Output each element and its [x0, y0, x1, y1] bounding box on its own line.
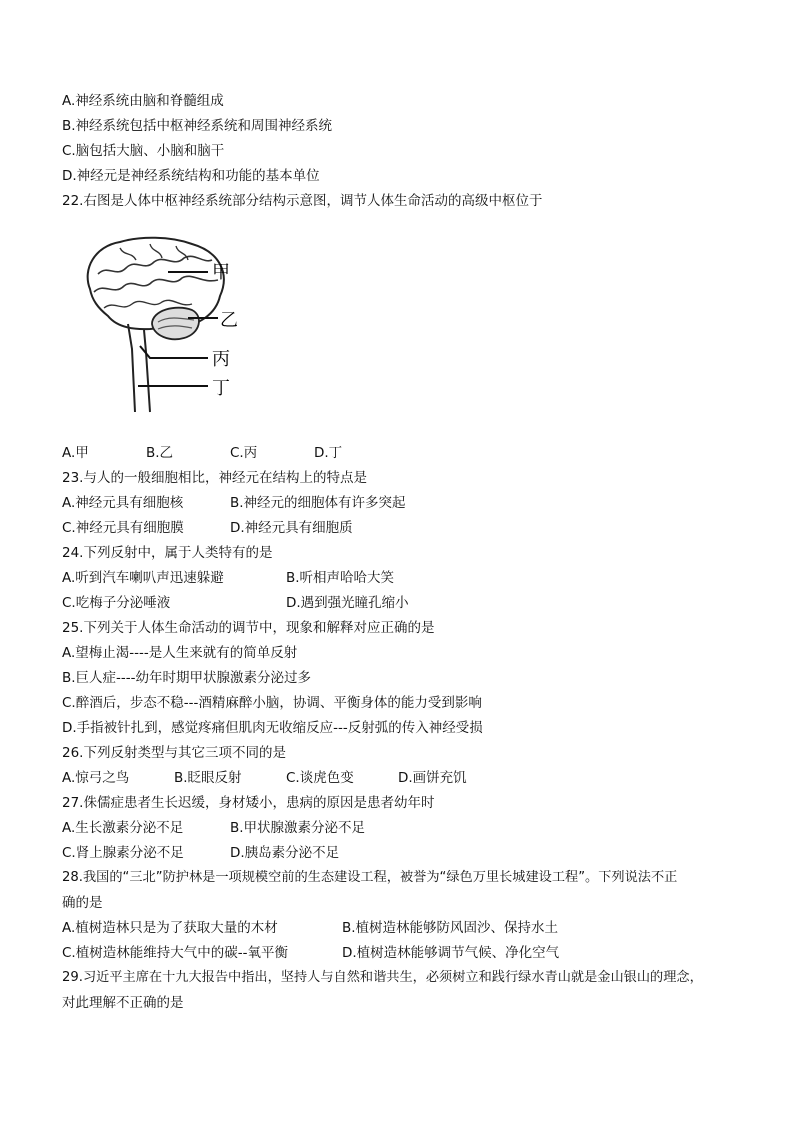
q27-stem: 27.侏儒症患者生长迟缓，身材矮小，患病的原因是患者幼年时: [62, 795, 435, 811]
q23-option-a: A.神经元具有细胞核: [62, 495, 184, 511]
q28-option-a: A.植树造林只是为了获取大量的木材: [62, 920, 278, 936]
q23-option-d: D.神经元具有细胞质: [230, 520, 353, 536]
label-yi: 乙: [220, 310, 238, 331]
q27-option-b: B.甲状腺激素分泌不足: [230, 820, 366, 836]
q26-stem: 26.下列反射类型与其它三项不同的是: [62, 745, 286, 761]
q25-option-c: C.醉酒后，步态不稳---酒精麻醉小脑，协调、平衡身体的能力受到影响: [62, 695, 482, 711]
q22-option-b: B.乙: [146, 445, 174, 461]
q26-option-a: A.惊弓之鸟: [62, 770, 130, 786]
label-jia: 甲: [212, 262, 230, 283]
q25-stem: 25.下列关于人体生命活动的调节中，现象和解释对应正确的是: [62, 620, 435, 636]
q21-option-a: A.神经系统由脑和脊髓组成: [62, 93, 224, 109]
q21-option-d: D.神经元是神经系统结构和功能的基本单位: [62, 168, 320, 184]
q23-stem: 23.与人的一般细胞相比，神经元在结构上的特点是: [62, 470, 367, 486]
q23-option-c: C.神经元具有细胞膜: [62, 520, 184, 536]
q29-stem-line-2: 对此理解不正确的是: [62, 995, 184, 1011]
q25-option-a: A.望梅止渴----是人生来就有的简单反射: [62, 645, 298, 661]
brain-stem-left: [128, 324, 135, 412]
q22-option-c: C.丙: [230, 445, 258, 461]
q28-option-c: C.植树造林能维持大气中的碳--氧平衡: [62, 945, 288, 961]
q27-option-c: C.肾上腺素分泌不足: [62, 845, 184, 861]
label-bing: 丙: [212, 349, 230, 370]
q23-option-b: B.神经元的细胞体有许多突起: [230, 495, 406, 511]
q24-option-b: B.听相声哈哈大笑: [286, 570, 395, 586]
q22-stem: 22.右图是人体中枢神经系统部分结构示意图，调节人体生命活动的高级中枢位于: [62, 193, 543, 209]
q27-option-a: A.生长激素分泌不足: [62, 820, 184, 836]
q28-option-b: B.植树造林能够防风固沙、保持水土: [342, 920, 559, 936]
q24-option-a: A.听到汽车喇叭声迅速躲避: [62, 570, 224, 586]
q27-option-d: D.胰岛素分泌不足: [230, 845, 340, 861]
q29-stem-line-1: 29.习近平主席在十九大报告中指出，坚持人与自然和谐共生，必须树立和践行绿水青山就是金山银山的理念，: [62, 970, 703, 985]
q26-option-b: B.眨眼反射: [174, 770, 242, 786]
q25-option-d: D.手指被针扎到，感觉疼痛但肌肉无收缩反应---反射弧的传入神经受损: [62, 720, 483, 736]
q26-option-c: C.谈虎色变: [286, 770, 354, 786]
q24-stem: 24.下列反射中，属于人类特有的是: [62, 545, 273, 561]
brain-stem-right: [144, 330, 150, 412]
q25-option-b: B.巨人症----幼年时期甲状腺激素分泌过多: [62, 670, 312, 686]
label-ding: 丁: [212, 378, 230, 399]
brain-diagram: [80, 234, 250, 414]
q24-option-c: C.吃梅子分泌唾液: [62, 595, 171, 611]
q28-stem-line-1: 28.我国的“三北”防护林是一项规模空前的生态建设工程，被誉为“绿色万里长城建设工程”。下列说法不正: [62, 870, 678, 885]
q26-option-d: D.画饼充饥: [398, 770, 467, 786]
leader-bing: [140, 346, 208, 358]
q22-option-a: A.甲: [62, 445, 89, 461]
q24-option-d: D.遇到强光瞳孔缩小: [286, 595, 409, 611]
q28-option-d: D.植树造林能够调节气候、净化空气: [342, 945, 560, 961]
q21-option-c: C.脑包括大脑、小脑和脑干: [62, 143, 225, 159]
q22-option-d: D.丁: [314, 445, 343, 461]
q28-stem-line-2: 确的是: [62, 895, 103, 911]
cerebellum-shape: [152, 308, 199, 340]
q21-option-b: B.神经系统包括中枢神经系统和周围神经系统: [62, 118, 333, 134]
